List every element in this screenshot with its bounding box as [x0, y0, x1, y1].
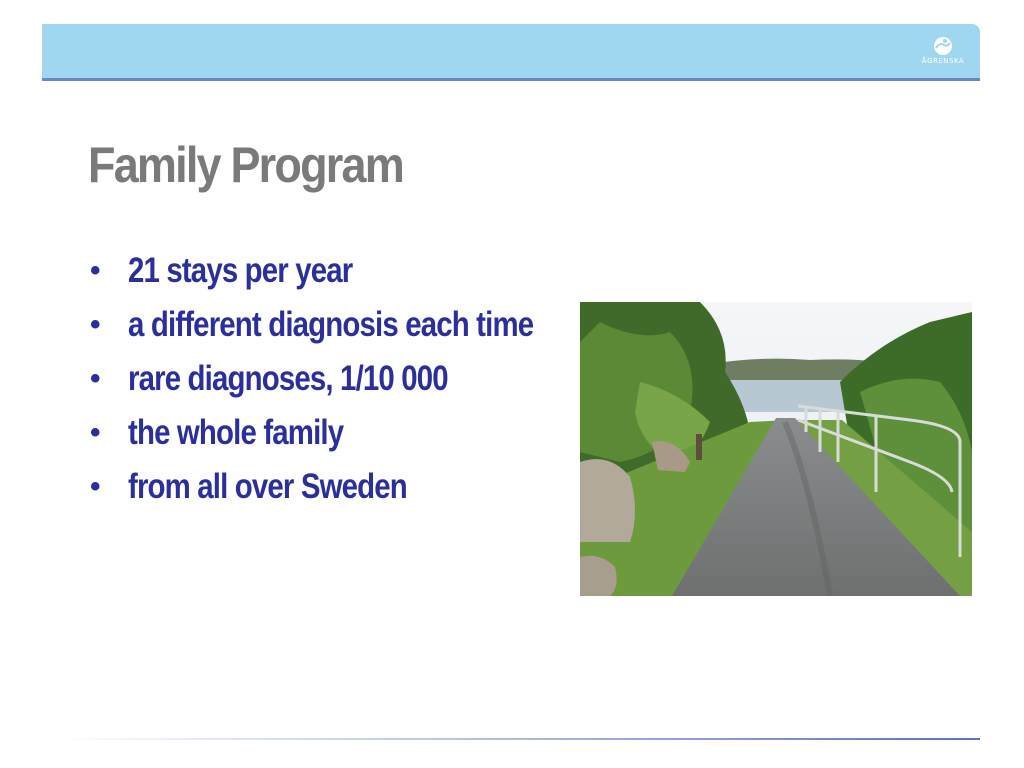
bullet-icon: • [90, 254, 100, 287]
bullet-item [88, 358, 578, 400]
bullet-icon: • [90, 308, 100, 341]
bullet-text: 21 stays per year [128, 251, 353, 290]
bullet-icon: • [90, 416, 100, 449]
bullet-text: rare diagnoses, 1/10 000 [128, 359, 448, 398]
bullet-list [88, 250, 578, 520]
bullet-item [88, 466, 578, 508]
bullet-item [88, 412, 578, 454]
logo-text: ÅGRENSKA [921, 57, 965, 65]
slide-title: Family Program [88, 137, 403, 193]
bullet-text: from all over Sweden [128, 467, 407, 506]
bullet-icon: • [90, 362, 100, 395]
bullet-icon: • [90, 470, 100, 503]
bullet-text: the whole family [128, 413, 344, 452]
logo-icon [932, 36, 954, 56]
header-band [42, 24, 980, 81]
bullet-text: a different diagnosis each time [128, 305, 534, 344]
footer-rule [56, 738, 980, 740]
agrenska-logo [920, 36, 966, 68]
photo-path-by-sea-icon [580, 302, 972, 596]
bullet-item [88, 304, 578, 346]
path-photo [580, 302, 972, 596]
bullet-item [88, 250, 578, 292]
